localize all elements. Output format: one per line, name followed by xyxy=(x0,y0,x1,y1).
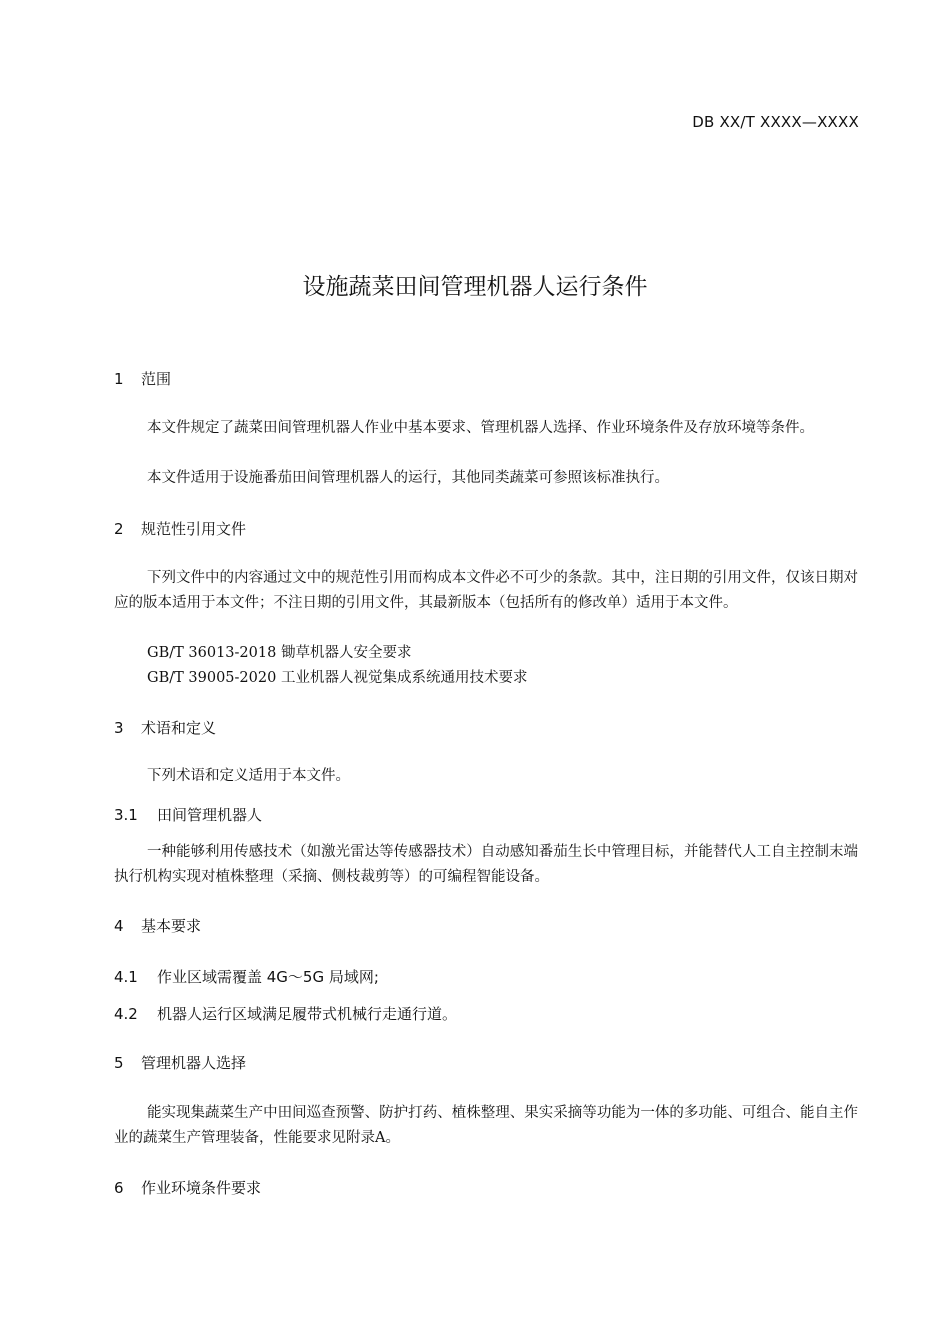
requirement-4-1 xyxy=(114,966,379,987)
section-6-heading xyxy=(114,1177,261,1198)
document-code: DB XX/T XXXX—XXXX xyxy=(692,113,859,131)
section-1-paragraph-1: 本文件规定了蔬菜田间管理机器人作业中基本要求、管理机器人选择、作业环境条件及存放环境等条件。 xyxy=(147,420,814,436)
section-number: 3 xyxy=(114,719,124,737)
section-3-heading xyxy=(114,717,216,738)
section-title: 基本要求 xyxy=(141,917,202,935)
item-text: 作业区域需覆盖 4G～5G 局域网; xyxy=(157,968,379,986)
section-number: 1 xyxy=(114,370,124,388)
section-number: 6 xyxy=(114,1179,124,1197)
reference-item: GB/T 36013-2018 锄草机器人安全要求 xyxy=(147,645,412,661)
document-title: 设施蔬菜田间管理机器人运行条件 xyxy=(302,274,648,300)
item-text: 机器人运行区域满足履带式机械行走通行道。 xyxy=(157,1005,458,1023)
section-title: 范围 xyxy=(141,370,172,388)
section-3-paragraph-1: 下列术语和定义适用于本文件。 xyxy=(147,768,350,784)
requirement-4-2 xyxy=(114,1003,457,1024)
section-2-paragraph-1: 下列文件中的内容通过文中的规范性引用而构成本文件必不可少的条款。其中，注日期的引用文件，仅该日期对应的版本适用于本文件；不注日期的引用文件，其最新版本（包括所有的修改单）适用于本文件。 xyxy=(114,570,858,611)
subsection-number: 3.1 xyxy=(114,806,138,824)
section-title: 术语和定义 xyxy=(141,719,217,737)
section-5-paragraph-1: 能实现集蔬菜生产中田间巡查预警、防护打药、植株整理、果实采摘等功能为一体的多功能、可组合、能自主作业的蔬菜生产管理装备，性能要求见附录A。 xyxy=(114,1105,858,1146)
subsection-3-1-heading xyxy=(114,804,262,825)
section-5-heading xyxy=(114,1052,246,1073)
section-number: 2 xyxy=(114,520,124,538)
section-title: 作业环境条件要求 xyxy=(141,1179,262,1197)
section-2-heading xyxy=(114,518,246,539)
subsection-title: 田间管理机器人 xyxy=(157,806,263,824)
section-number: 4 xyxy=(114,917,124,935)
section-1-heading xyxy=(114,368,171,389)
section-title: 规范性引用文件 xyxy=(141,520,247,538)
section-title: 管理机器人选择 xyxy=(141,1054,247,1072)
section-4-heading xyxy=(114,915,201,936)
section-1-paragraph-2: 本文件适用于设施番茄田间管理机器人的运行，其他同类蔬菜可参照该标准执行。 xyxy=(147,470,669,486)
section-number: 5 xyxy=(114,1054,124,1072)
subsection-3-1-paragraph: 一种能够利用传感技术（如激光雷达等传感器技术）自动感知番茄生长中管理目标，并能替代人工自主控制末端执行机构实现对植株整理（采摘、侧枝裁剪等）的可编程智能设备。 xyxy=(114,844,858,885)
item-number: 4.1 xyxy=(114,968,138,986)
reference-item: GB/T 39005-2020 工业机器人视觉集成系统通用技术要求 xyxy=(147,670,528,686)
item-number: 4.2 xyxy=(114,1005,138,1023)
